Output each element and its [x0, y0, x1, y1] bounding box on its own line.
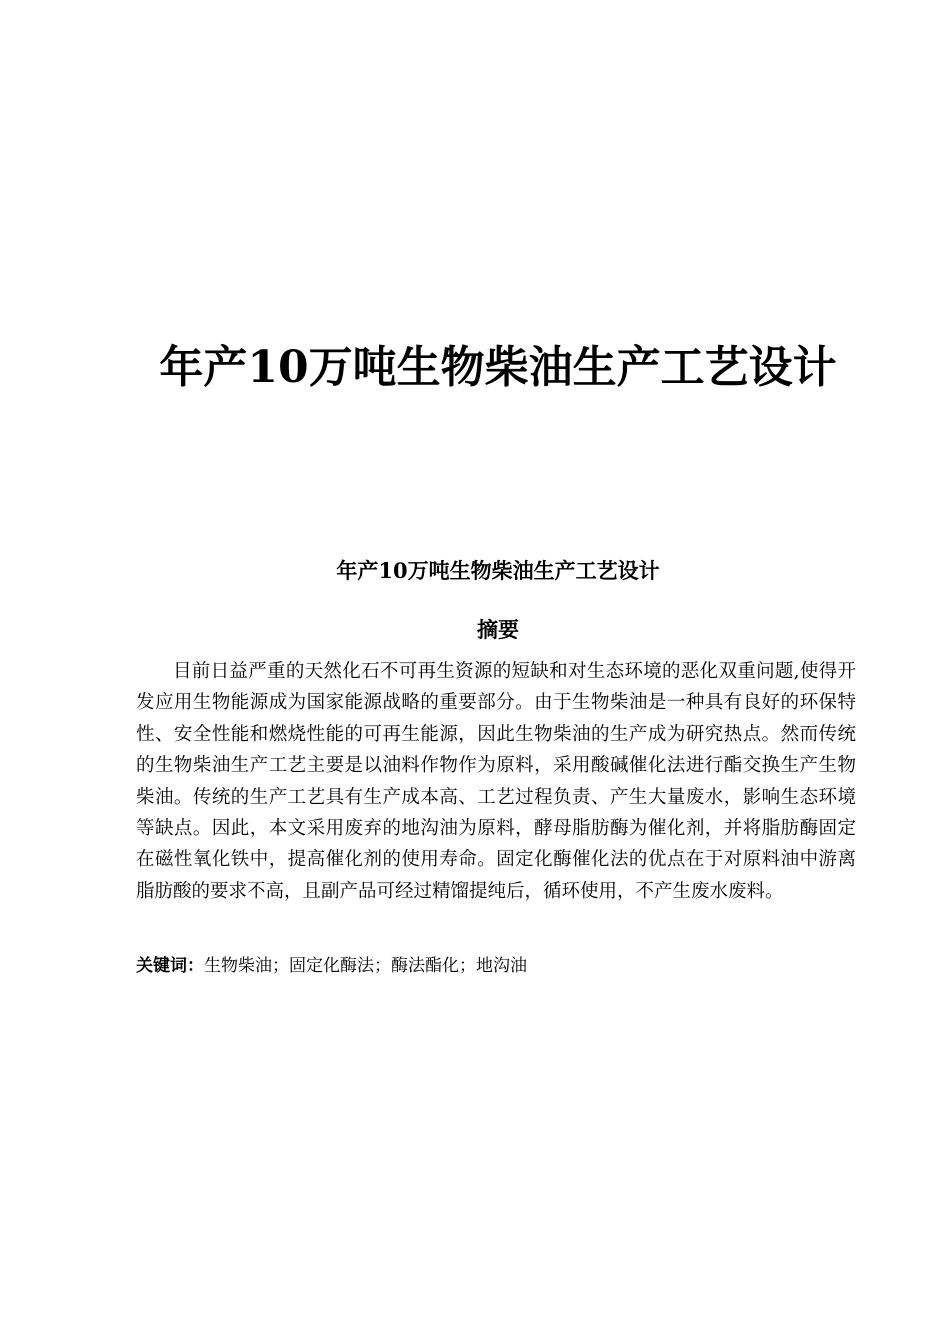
abstract-paragraph: 目前日益严重的天然化石不可再生资源的短缺和对生态环境的恶化双重问题,使得开发应用生物能源成为国家能源战略的重要部分。由于生物柴油是一种具有良好的环保特性、安全性能和燃烧性能的可再生能源，因此生物柴油的生产成为研究热点。然而传统的生物柴油生产工艺主要是以油料作物作为原料，采用酸碱催化法进行酯交换生产生物柴油。传统的生产工艺具有生产成本高、工艺过程负责、产生大量废水，影响生态环境等缺点。因此，本文采用废弃的地沟油为原料，酵母脂肪酶为催化剂，并将脂肪酶固定在磁性氧化铁中，提高催化剂的使用寿命。固定化酶催化法的优点在于对原料油中游离脂肪酸的要求不高，且副产品可经过精馏提纯后，循环使用，不产生废水废料。: [136, 661, 856, 902]
keywords-line: [136, 951, 856, 981]
page-title: 年产10万吨生物柴油生产工艺设计: [159, 342, 837, 393]
abstract-title: 年产10万吨生物柴油生产工艺设计: [336, 558, 660, 583]
keywords-list: 生物柴油；固定化酶法；酶法酯化；地沟油: [204, 956, 527, 976]
keywords-label: 关键词：: [136, 956, 204, 976]
abstract-heading: 摘要: [477, 617, 519, 642]
